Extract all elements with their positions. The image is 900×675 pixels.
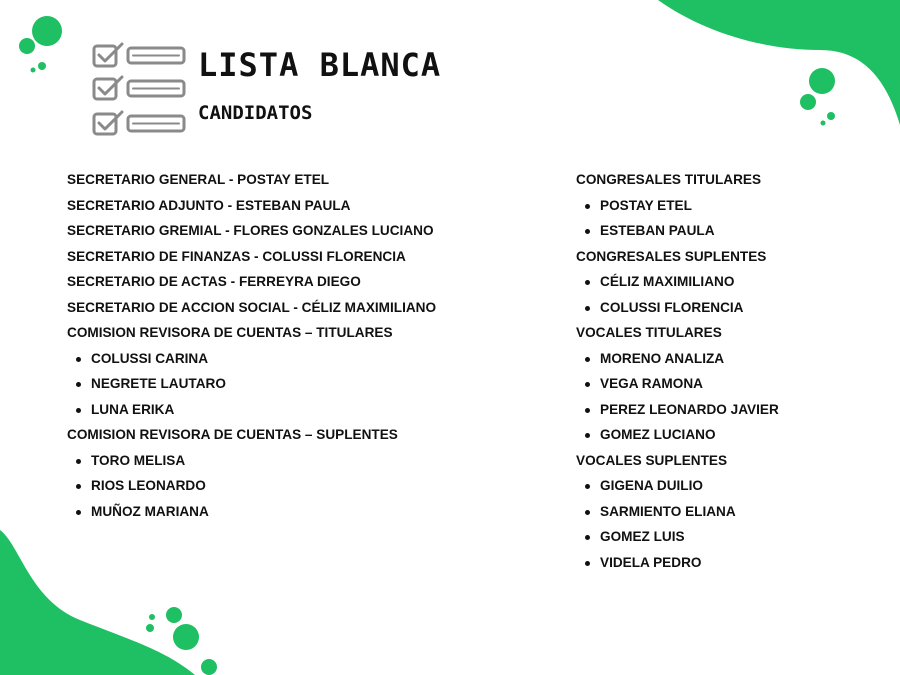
- dot: [146, 624, 154, 632]
- position-heading: SECRETARIO GENERAL - POSTAY ETEL: [67, 172, 330, 187]
- page-subtitle: CANDIDATOS: [198, 102, 313, 124]
- dot: [19, 38, 35, 54]
- candidate-name: COLUSSI CARINA: [67, 346, 547, 372]
- dot: [31, 68, 36, 73]
- dot: [166, 607, 182, 623]
- candidate-name: LUNA ERIKA: [67, 397, 547, 423]
- position-heading: SECRETARIO DE ACCION SOCIAL - CÉLIZ MAXIMILIANO: [67, 299, 437, 315]
- candidate-name: COLUSSI FLORENCIA: [576, 295, 876, 321]
- position-heading: SECRETARIO ADJUNTO - ESTEBAN PAULA: [67, 197, 351, 213]
- dot: [800, 94, 816, 110]
- dot: [827, 112, 835, 120]
- candidate-name: TORO MELISA: [67, 448, 547, 474]
- position-heading: SECRETARIO DE ACTAS - FERREYRA DIEGO: [67, 274, 361, 289]
- candidate-name: RIOS LEONARDO: [67, 473, 547, 499]
- candidate-name: MORENO ANALIZA: [576, 346, 876, 372]
- position-heading: CONGRESALES TITULARES: [576, 172, 762, 187]
- position-heading: SECRETARIO GREMIAL - FLORES GONZALES LUCIANO: [67, 223, 434, 238]
- candidate-name: VEGA RAMONA: [576, 371, 876, 397]
- right-candidate-list: [576, 167, 876, 575]
- candidate-name: GOMEZ LUIS: [576, 524, 876, 550]
- dot: [809, 68, 835, 94]
- checklist-icon: [92, 42, 188, 138]
- top-right-blob: [658, 0, 900, 125]
- dot: [821, 121, 826, 126]
- candidate-name: GOMEZ LUCIANO: [576, 422, 876, 448]
- bottom-left-blob: [0, 530, 195, 675]
- candidate-name: NEGRETE LAUTARO: [67, 371, 547, 397]
- dot: [32, 16, 62, 46]
- dot: [149, 614, 155, 620]
- position-heading: COMISION REVISORA DE CUENTAS – TITULARES: [67, 325, 393, 340]
- candidate-name: VIDELA PEDRO: [576, 550, 876, 576]
- position-heading: CONGRESALES SUPLENTES: [576, 248, 767, 264]
- position-heading: SECRETARIO DE FINANZAS - COLUSSI FLORENCIA: [67, 248, 406, 264]
- dot: [173, 624, 199, 650]
- left-candidate-list: [67, 167, 547, 524]
- position-heading: VOCALES TITULARES: [576, 325, 722, 340]
- page-title: LISTA BLANCA: [198, 46, 442, 84]
- dot: [38, 62, 46, 70]
- candidate-name: GIGENA DUILIO: [576, 473, 876, 499]
- candidate-name: SARMIENTO ELIANA: [576, 499, 876, 525]
- candidate-name: ESTEBAN PAULA: [576, 218, 876, 244]
- candidate-name: MUÑOZ MARIANA: [67, 499, 547, 525]
- candidate-name: POSTAY ETEL: [576, 193, 876, 219]
- position-heading: COMISION REVISORA DE CUENTAS – SUPLENTES: [67, 427, 398, 442]
- candidate-name: PEREZ LEONARDO JAVIER: [576, 397, 876, 423]
- dot: [201, 659, 217, 675]
- position-heading: VOCALES SUPLENTES: [576, 452, 728, 468]
- candidate-name: CÉLIZ MAXIMILIANO: [576, 269, 876, 295]
